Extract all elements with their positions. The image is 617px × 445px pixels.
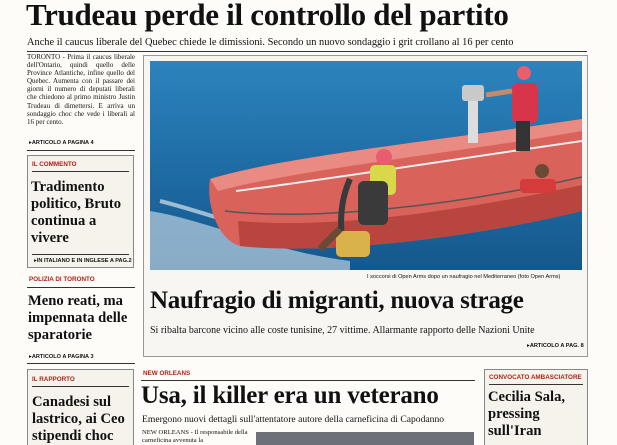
polizia-kicker: POLIZIA DI TORONTO [29,276,95,283]
usa-kicker: NEW ORLEANS [143,370,191,377]
lead-article-text: TORONTO - Prima il caucus liberale dell'Ontario, quindi quello delle Province Atlantiche, infine quello del Quebec. Aumenta con il passare dei giorni il numero di deputati liberali che chiedono al primo ministro Justin Trudeau di dimettersi. E arriva un sondaggio choc che vede i liberali al 16 per cento. [27,53,135,126]
migranti-link[interactable]: ▸ ARTICOLO A PAG. 8 [527,343,584,349]
main-subhead: Anche il caucus liberale del Quebec chiede le dimissioni. Secondo un nuovo sondaggio i grit crollano al 16 per cento [27,37,514,48]
main-headline[interactable]: Trudeau perde il controllo del partito [26,0,509,32]
polizia-link[interactable]: ▸ ARTICOLO A PAGINA 3 [29,354,94,360]
commento-link[interactable]: ▸ IN ITALIANO E IN INGLESE A PAG.2 [34,258,132,264]
lead-article-link[interactable]: ▸ ARTICOLO A PAGINA 4 [29,140,94,146]
commento-rule-bottom [32,254,129,255]
polizia-title[interactable]: Meno reati, ma impennata delle sparatorie [28,293,128,343]
photo-caption: I soccorsi di Open Arms dopo un naufragio nel Mediterraneo (foto Open Arms) [367,274,561,280]
commento-kicker: IL COMMENTO [32,161,77,168]
headline-divider [27,51,587,52]
migranti-title[interactable]: Naufragio di migranti, nuova strage [150,287,524,314]
commento-box[interactable] [27,155,134,268]
rapporto-title[interactable]: Canadesi sul lastrico, ai Ceo stipendi choc [32,394,125,444]
polizia-rule [27,287,135,288]
commento-rule [32,171,129,172]
usa-photo[interactable] [256,432,474,445]
convocato-title[interactable]: Cecilia Sala, pressing sull'Iran [488,389,566,439]
column-divider-2 [27,363,135,364]
rescue-photo-illustration [150,61,582,270]
commento-title[interactable]: Tradimento politico, Bruto continua a vivere [31,179,121,246]
rapporto-rule [32,386,129,387]
rapporto-box[interactable] [27,369,134,445]
convocato-kicker: CONVOCATO AMBASCIATORE [489,374,582,381]
column-divider [27,150,135,151]
migranti-subhead: Si ribalta barcone vicino alle coste tunisine, 27 vittime. Allarmante rapporto delle Nazioni Unite [150,325,535,336]
rescue-photo[interactable] [150,61,582,270]
convocato-rule [489,384,583,385]
rapporto-kicker: IL RAPPORTO [32,376,75,383]
usa-subhead: Emergono nuovi dettagli sull'attentatore autore della carneficina di Capodanno [142,414,445,425]
usa-rule [141,380,475,381]
usa-body-text: NEW ORLEANS - Il responsabile della carneficina avvenuta la [142,429,248,444]
usa-title[interactable]: Usa, il killer era un veterano [141,382,439,409]
convocato-box[interactable] [484,369,588,445]
